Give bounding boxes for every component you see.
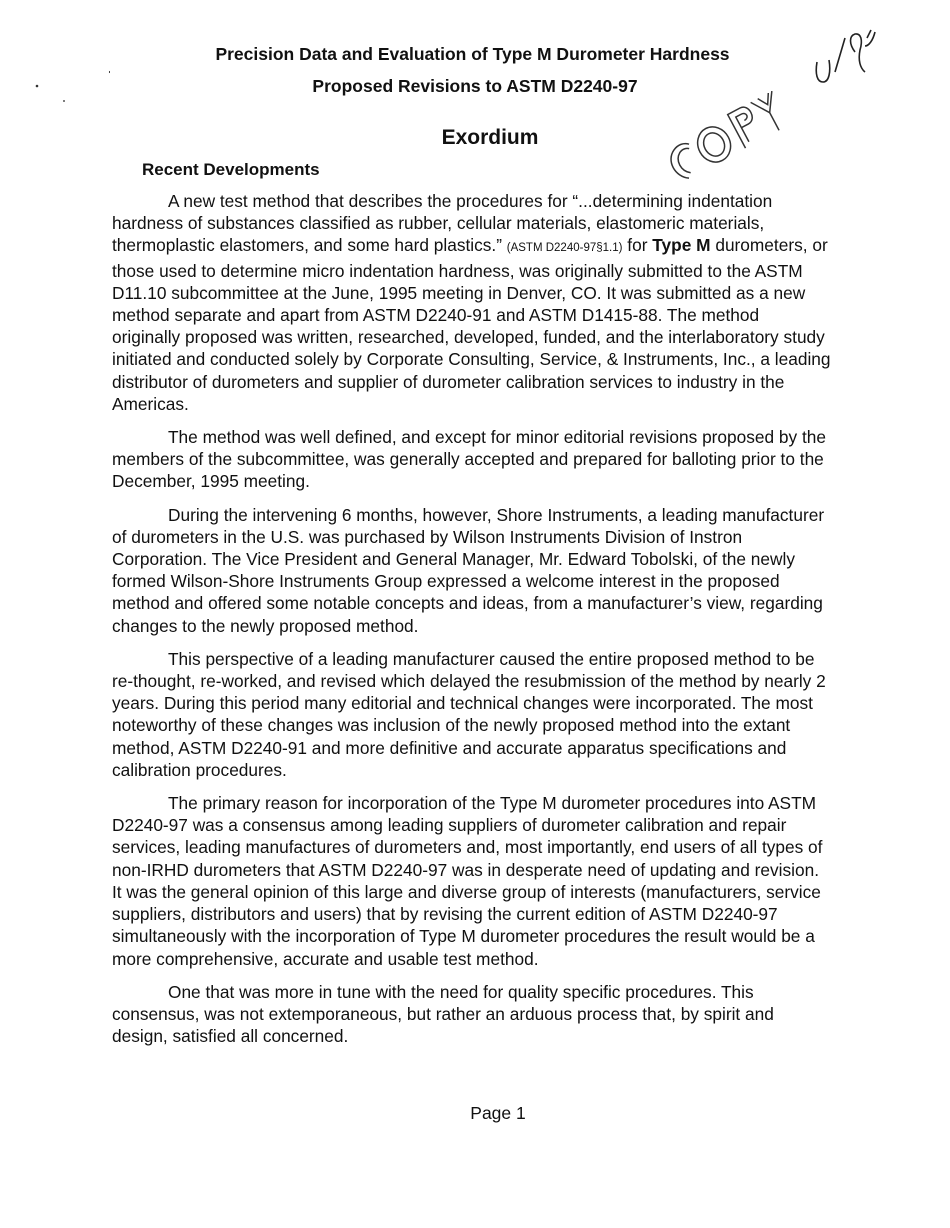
page-number: Page 1 — [470, 1103, 526, 1123]
paragraph-2: The method was well defined, and except for minor editorial revisions proposed by the members of the subcommittee, was generally accepted and prepared for balloting prior to the December, 1995 meeting. — [112, 427, 827, 492]
paragraph-3: During the intervening 6 months, however, Shore Instruments, a leading manufacturer of durometers in the U.S. was purchased by Wilson Instruments Division of Instron Corporation. The Vice President and General Manager, Mr. Edward Tobolski, of the newly formed Wilson-Shore Instruments Group expressed a welcome interest in the proposed method and offered some notable concepts and ideas, from a manufacturer’s view, regarding changes to the newly proposed method. — [112, 504, 825, 636]
astm-reference: (ASTM D2240-97§1.1) — [506, 242, 623, 255]
paragraph-6: One that was more in tune with the need for quality specific procedures. This consensus, was not extemporaneous, but rather an arduous process that, by spirit and design, satisfied all concerned. — [112, 981, 774, 1047]
paragraph-1: A new test method that describes the procedures for “...determining indentation hardness of substances classified as rubber, cellular materials, elastomeric materials, thermoplastic elastomers, and some hard plastics.” (ASTM D2240-97§1.1) for Type M durometers, or those used to determine micro indentation hardness, was originally submitted to the ASTM D11.10 subcommittee at the June, 1995 meeting in Denver, CO. It was submitted as a new method separate and apart from ASTM D2240-91 and ASTM D1415-88. The method originally proposed was written, researched, developed, funded, and the interlaboratory study initiated and conducted solely by Corporate Consulting, Service, & Instruments, Inc., a leading distributor of durometers and supplier of durometer calibration services to industry in the Americas. — [112, 191, 831, 414]
document-subtitle: Proposed Revisions to ASTM D2240-97 — [312, 76, 638, 96]
scan-specks — [30, 68, 110, 108]
exordium-heading: Exordium — [441, 126, 539, 149]
type-m-bold: Type M — [652, 235, 711, 256]
document-title: Precision Data and Evaluation of Type M Durometer Hardness — [215, 44, 730, 64]
copy-stamp — [640, 76, 820, 186]
paragraph-5: The primary reason for incorporation of the Type M durometer procedures into ASTM D2240-97 was a consensus among leading suppliers of durometer calibration and repair services, leading manufactures of durometers and, most importantly, end users of all types of non-IRHD durometers that ASTM D2240-97 was in desperate need of updating and revision. It was the general opinion of this large and diverse group of interests (manufacturers, service suppliers, distributors and users) that by revising the current edition of ASTM D2240-97 simultaneously with the incorporation of Type M durometer procedures the result would be a more comprehensive, accurate and usable test method. — [112, 793, 823, 969]
section-heading: Recent Developments — [142, 160, 320, 179]
paragraph-4: This perspective of a leading manufacturer caused the entire proposed method to be re-thought, re-worked, and revised which delayed the resubmission of the method by nearly 2 years. During this period many editorial and technical changes were incorporated. The most noteworthy of these changes was inclusion of the newly proposed method into the extant method, ASTM D2240-91 and more definitive and accurate apparatus specifications and calibration procedures. — [112, 648, 826, 780]
body-text — [112, 190, 832, 1058]
